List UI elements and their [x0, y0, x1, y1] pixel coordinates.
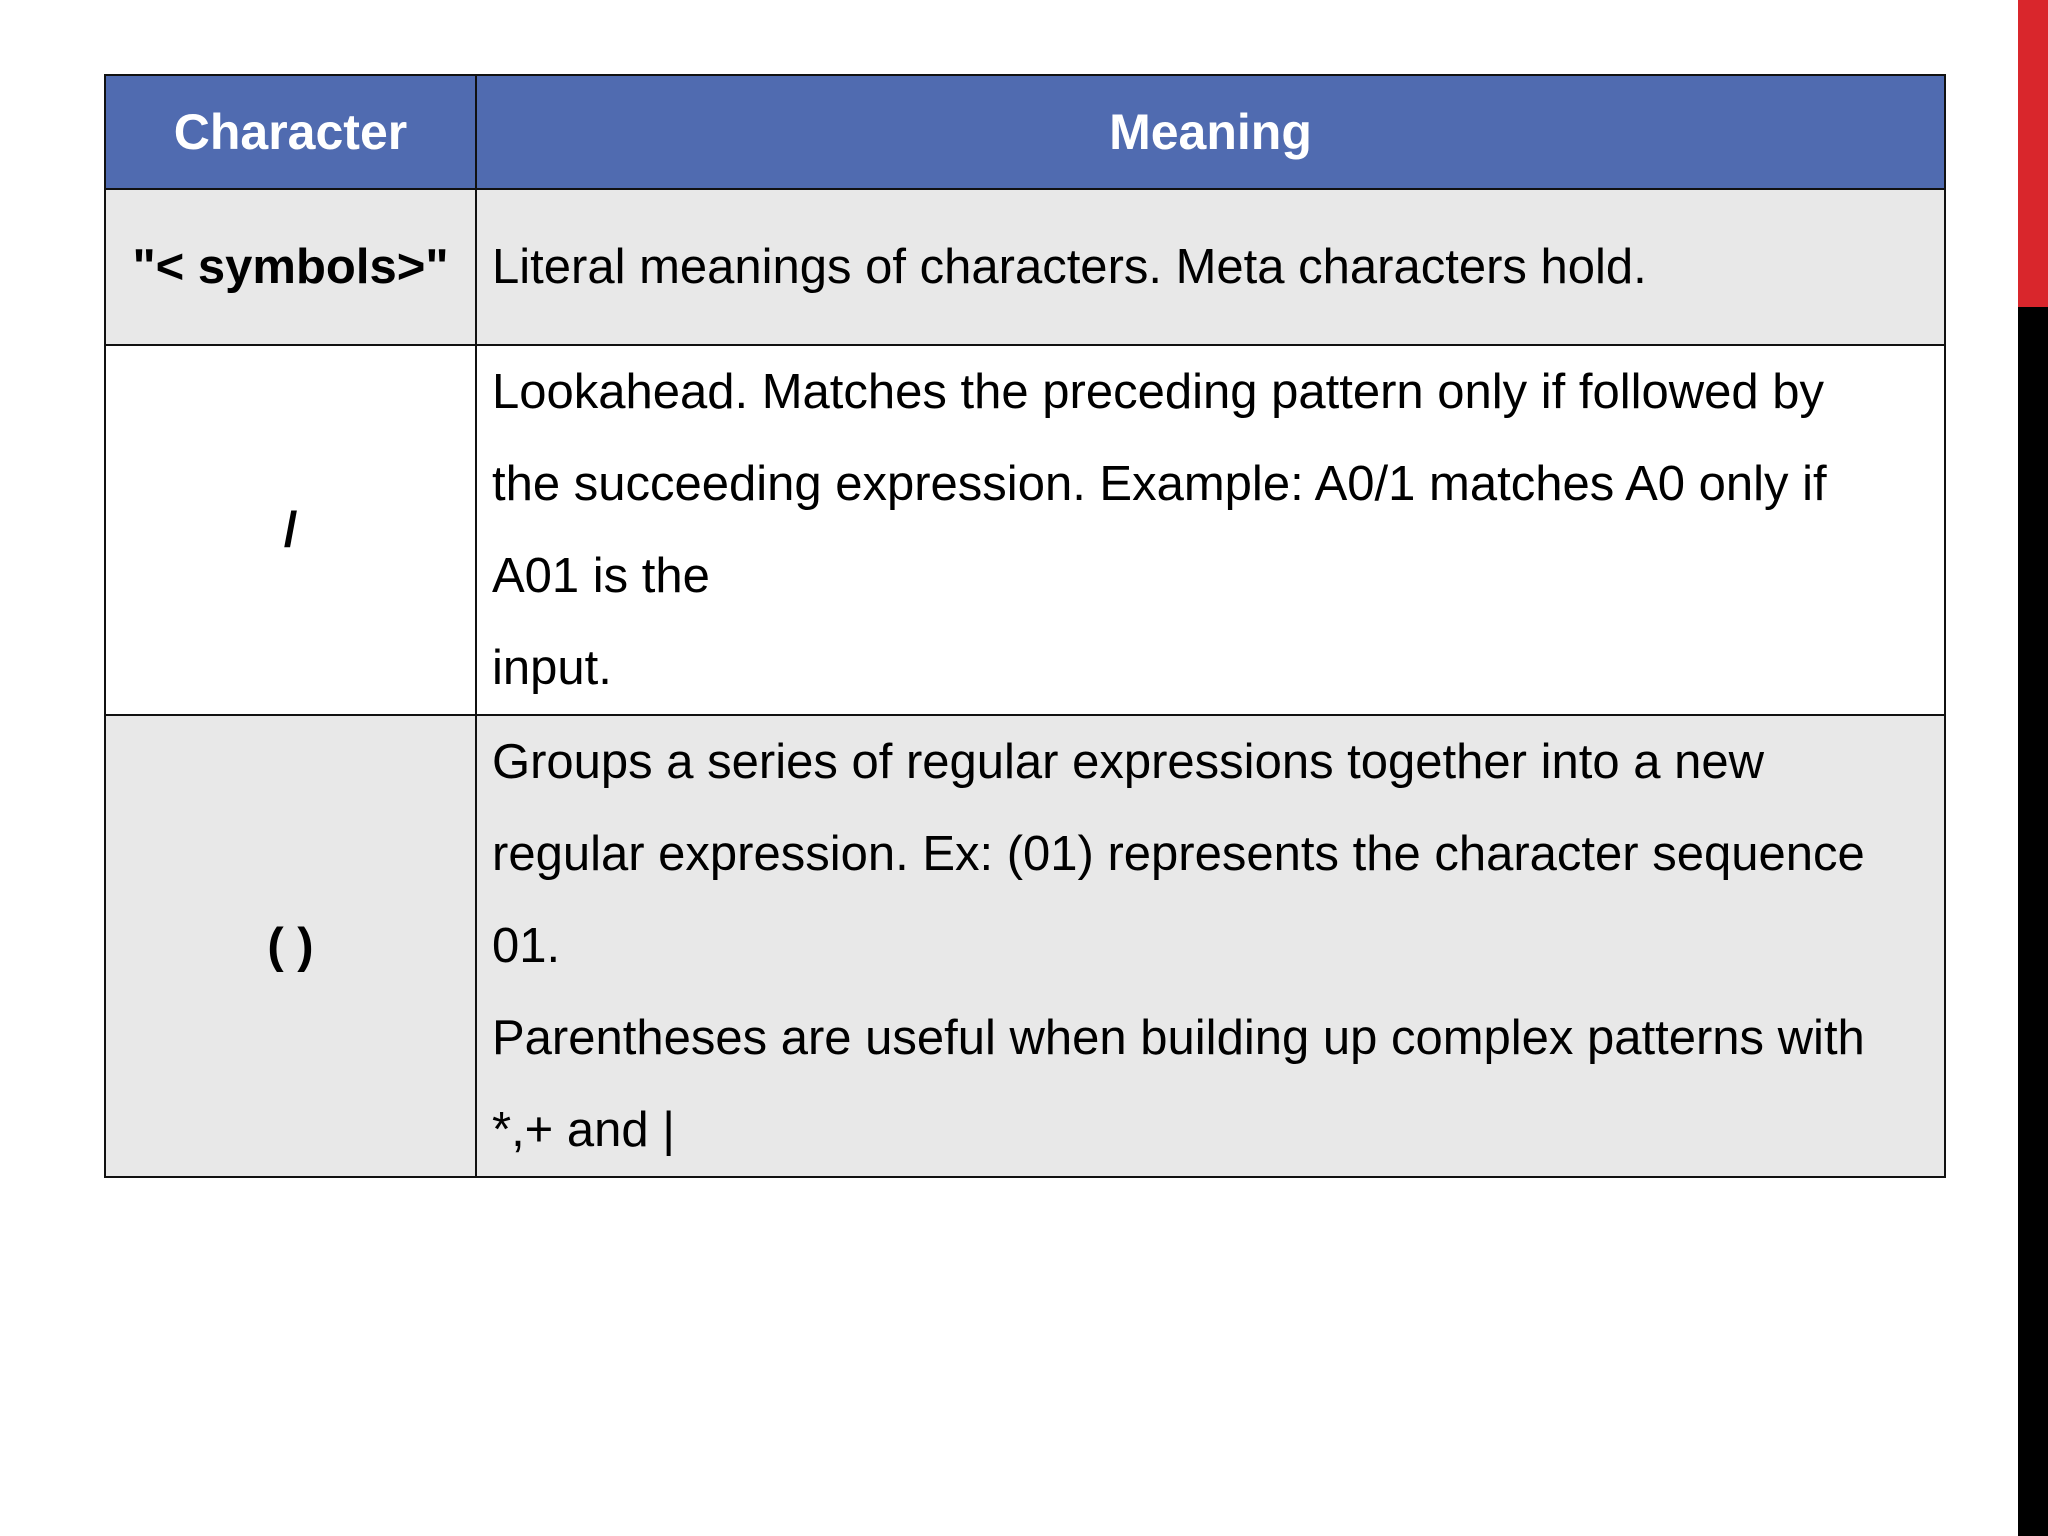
character-cell: / [105, 345, 476, 715]
side-accent-black-bar [2018, 307, 2048, 1536]
header-character: Character [105, 75, 476, 189]
meaning-line: *,+ and | [492, 1103, 676, 1157]
meaning-line: Literal meanings of characters. Meta characters hold. [492, 240, 1647, 294]
meaning-line: 01. [492, 919, 561, 973]
meaning-line: regular expression. Ex: (01) represents the character sequence [492, 827, 1865, 881]
character-cell: ( ) [105, 715, 476, 1177]
table-header-row [105, 75, 1945, 189]
meaning-cell [476, 345, 1945, 715]
header-meaning: Meaning [476, 75, 1945, 189]
table-row [105, 715, 1945, 1177]
meaning-line: A01 is the [492, 549, 710, 603]
meaning-cell [476, 189, 1945, 345]
regex-characters-table [104, 74, 1946, 1178]
meaning-cell [476, 715, 1945, 1177]
meaning-line: input. [492, 641, 612, 695]
character-cell: "< symbols>" [105, 189, 476, 345]
meaning-line: Parentheses are useful when building up complex patterns with [492, 1011, 1865, 1065]
meaning-line: Lookahead. Matches the preceding pattern only if followed by [492, 365, 1825, 419]
side-accent-red-bar [2018, 0, 2048, 307]
table-row [105, 345, 1945, 715]
meaning-line: Groups a series of regular expressions together into a new [492, 735, 1764, 789]
meaning-line: the succeeding expression. Example: A0/1 matches A0 only if [492, 457, 1827, 511]
table-row [105, 189, 1945, 345]
